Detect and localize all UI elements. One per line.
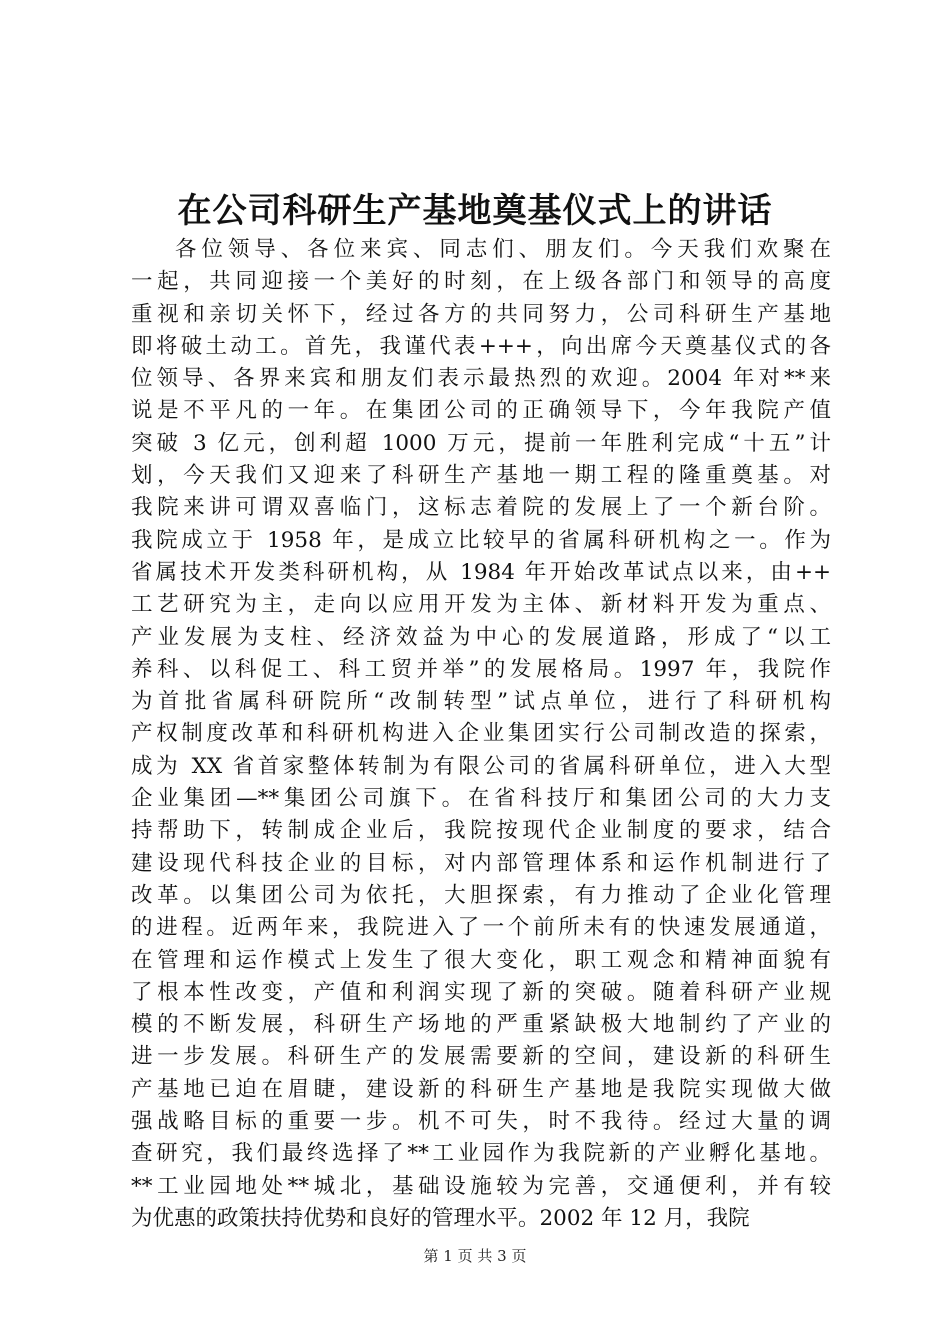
body-line: 了根本性改变，产值和利润实现了新的突破。随着科研产业规 xyxy=(131,979,831,1005)
body-line: 说是不平凡的一年。在集团公司的正确领导下，今年我院产值 xyxy=(131,398,831,424)
body-line: **工业园地处**城北，基础设施较为完善，交通便利，并有较 xyxy=(131,1173,831,1199)
body-line: 建设现代科技企业的目标，对内部管理体系和运作机制进行了 xyxy=(131,850,831,876)
body-line: 进一步发展。科研生产的发展需要新的空间，建设新的科研生 xyxy=(131,1044,831,1070)
body-line: 改革。以集团公司为依托，大胆探索，有力推动了企业化管理 xyxy=(131,882,831,908)
body-line: 为优惠的政策扶持优势和良好的管理水平。2002 年 12 月，我院 xyxy=(131,1205,750,1231)
body-line: 在管理和运作模式上发生了很大变化，职工观念和精神面貌有 xyxy=(131,947,831,973)
body-line: 省属技术开发类科研机构，从 1984 年开始改革试点以来，由++ xyxy=(131,559,831,585)
body-line: 查研究，我们最终选择了**工业园作为我院新的产业孵化基地。 xyxy=(131,1141,831,1167)
body-line: 产权制度改革和科研机构进入企业集团实行公司制改造的探索， xyxy=(131,721,831,747)
body-line: 我院来讲可谓双喜临门，这标志着院的发展上了一个新台阶。 xyxy=(131,495,831,521)
body-line: 模的不断发展，科研生产场地的严重紧缺极大地制约了产业的 xyxy=(131,1012,831,1038)
body-line: 位领导、各界来宾和朋友们表示最热烈的欢迎。2004 年对**来 xyxy=(131,366,831,392)
body-line: 我院成立于 1958 年，是成立比较早的省属科研机构之一。作为 xyxy=(131,527,831,553)
body-line: 成为 XX 省首家整体转制为有限公司的省属科研单位，进入大型 xyxy=(131,753,831,779)
body-line: 划，今天我们又迎来了科研生产基地一期工程的隆重奠基。对 xyxy=(131,463,831,489)
body-line: 的进程。近两年来，我院进入了一个前所未有的快速发展通道， xyxy=(131,915,831,941)
body-line: 养科、以科促工、科工贸并举”的发展格局。1997 年，我院作 xyxy=(131,656,831,682)
body-line: 突破 3 亿元，创利超 1000 万元，提前一年胜利完成“十五”计 xyxy=(131,430,831,456)
body-line: 企业集团—**集团公司旗下。在省科技厅和集团公司的大力支 xyxy=(131,786,831,812)
document-title: 在公司科研生产基地奠基仪式上的讲话 xyxy=(177,191,773,231)
body-line: 产业发展为支柱、经济效益为中心的发展道路，形成了“以工 xyxy=(131,624,831,650)
body-line: 重视和亲切关怀下，经过各方的共同努力，公司科研生产基地 xyxy=(131,301,831,327)
body-line: 强战略目标的重要一步。机不可失，时不我待。经过大量的调 xyxy=(131,1109,831,1135)
body-line: 各位领导、各位来宾、同志们、朋友们。今天我们欢聚在 xyxy=(175,237,831,262)
body-line: 工艺研究为主，走向以应用开发为主体、新材料开发为重点、 xyxy=(131,592,831,618)
page-number-footer: 第 1 页 共 3 页 xyxy=(423,1247,527,1265)
body-line: 产基地已迫在眉睫，建设新的科研生产基地是我院实现做大做 xyxy=(131,1076,831,1102)
body-text xyxy=(131,234,831,1235)
body-line: 一起，共同迎接一个美好的时刻，在上级各部门和领导的高度 xyxy=(131,269,831,295)
body-line: 持帮助下，转制成企业后，我院按现代企业制度的要求，结合 xyxy=(131,818,831,844)
body-line: 即将破土动工。首先，我谨代表+++，向出席今天奠基仪式的各 xyxy=(131,333,831,359)
body-line: 为首批省属科研院所“改制转型”试点单位，进行了科研机构 xyxy=(131,689,831,715)
